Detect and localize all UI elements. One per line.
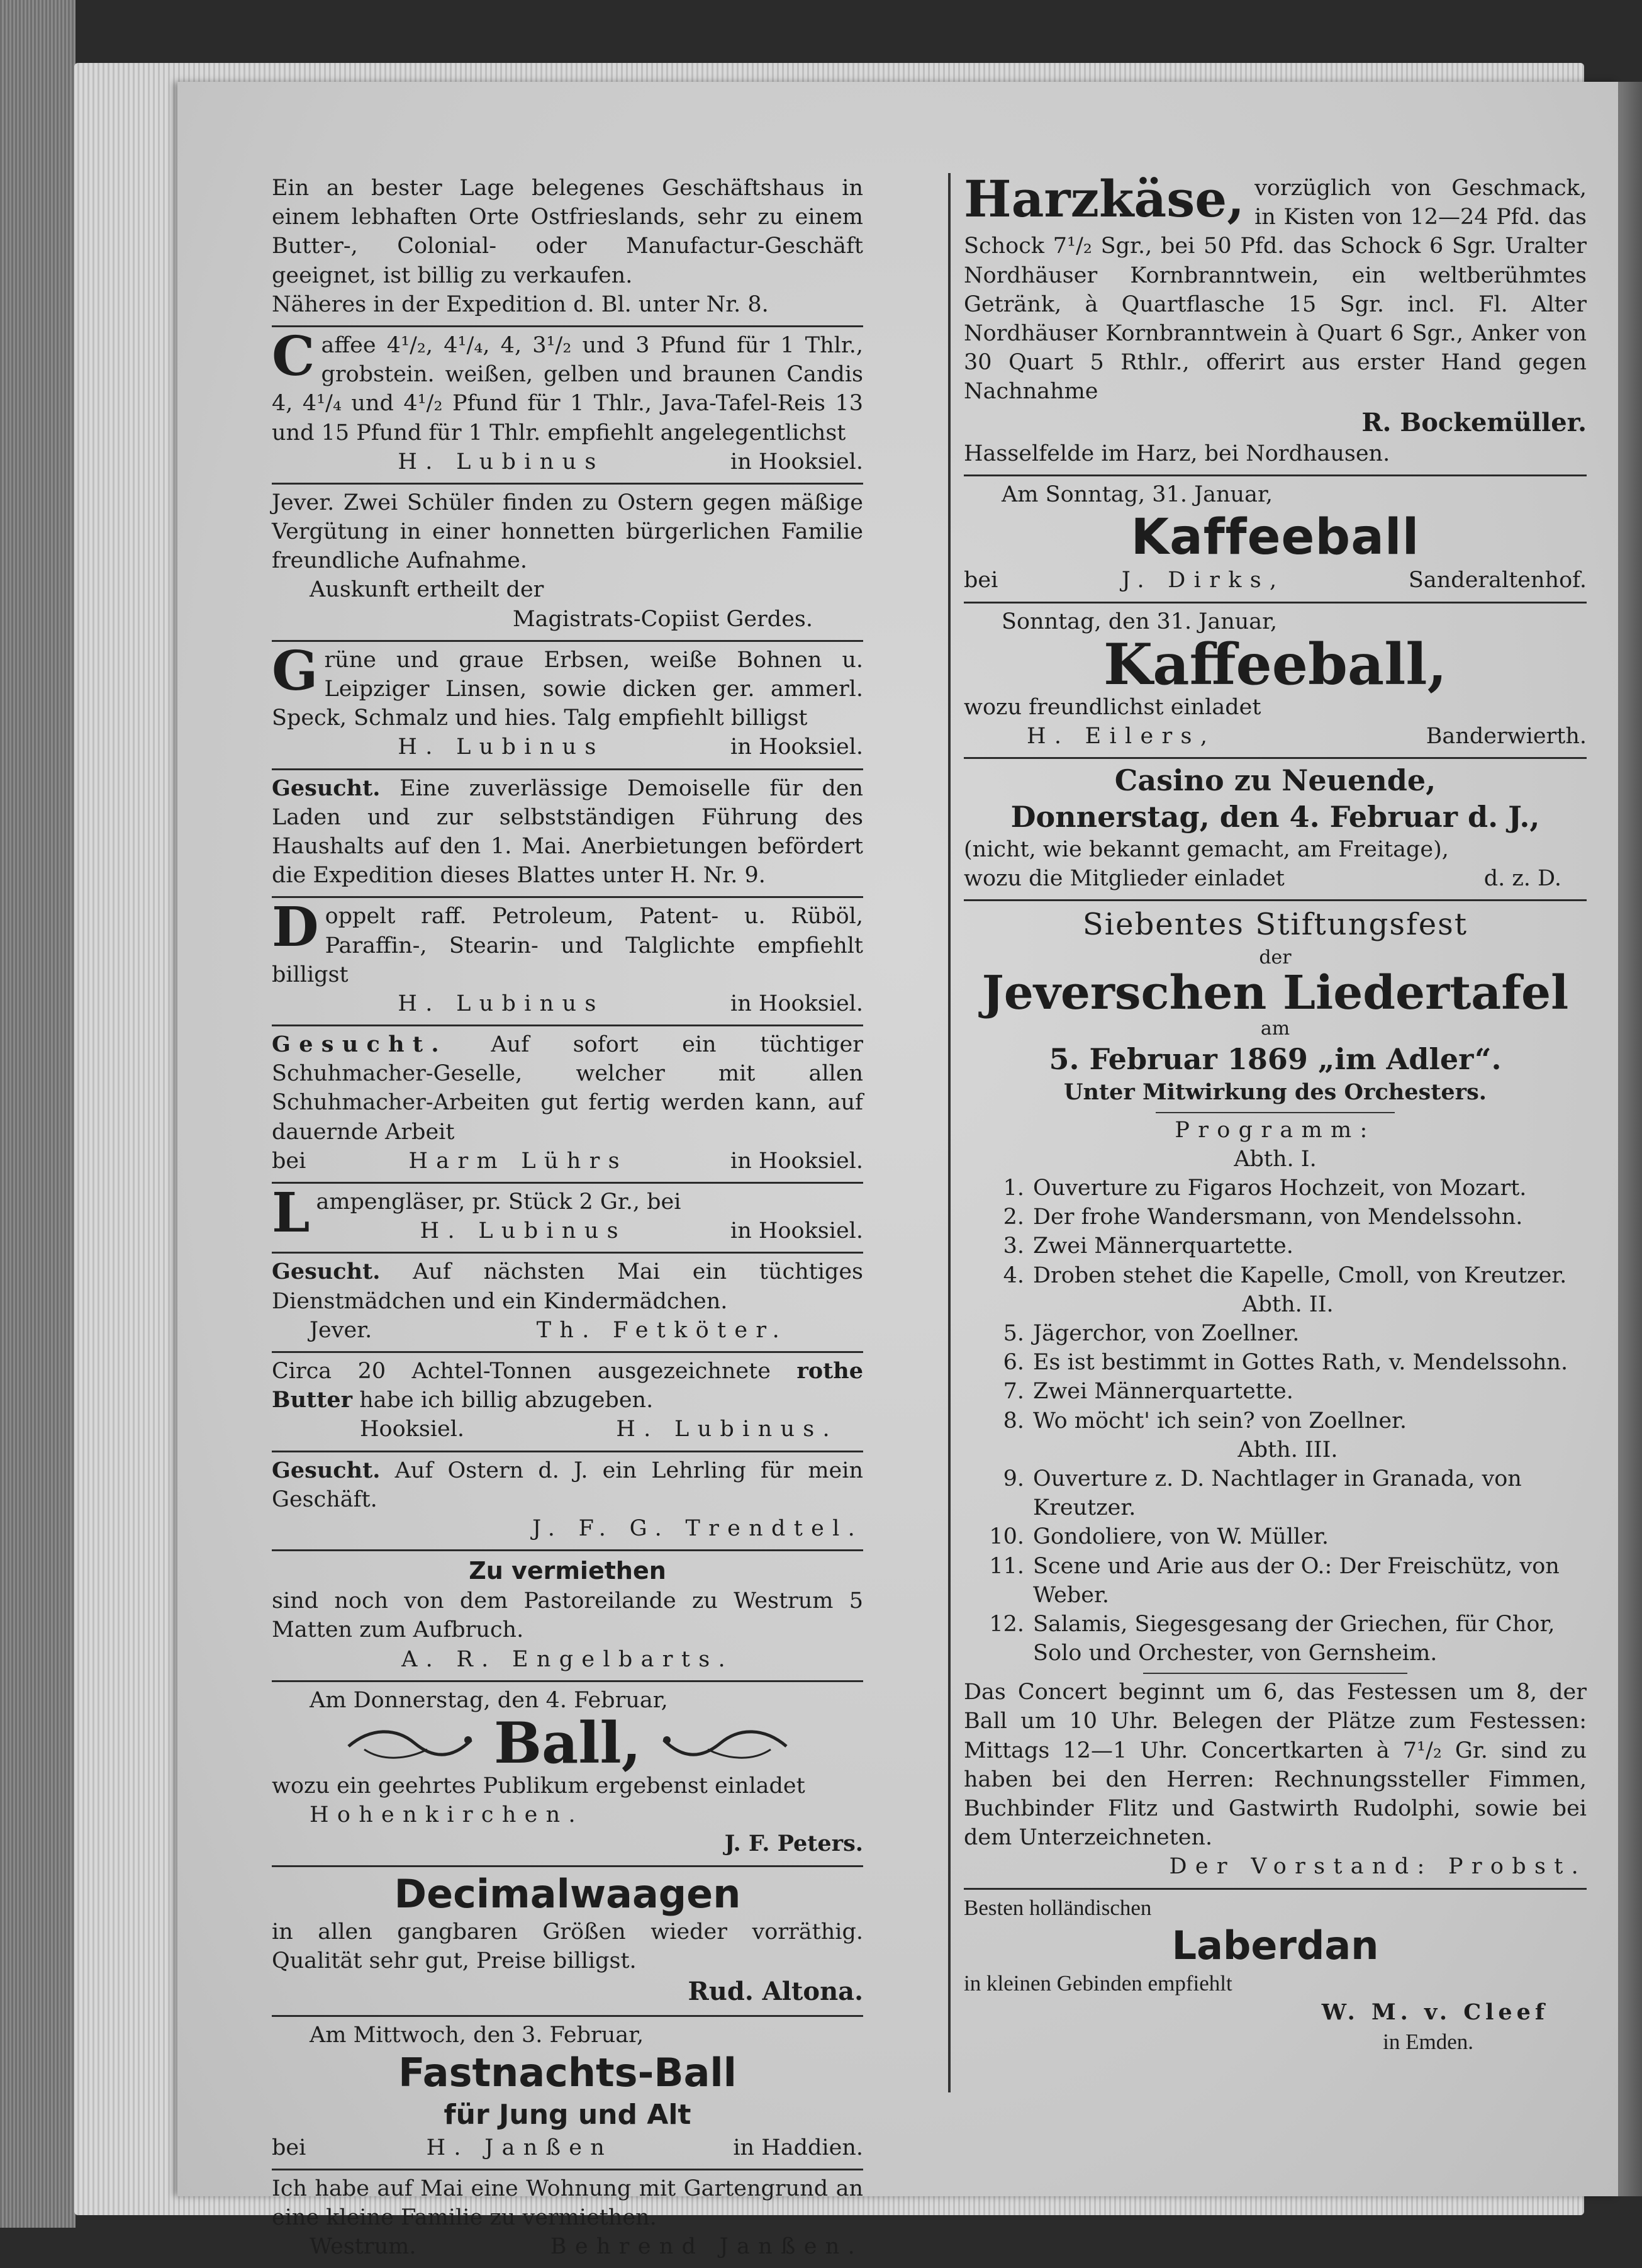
signature-name: W. M. v. Cleef xyxy=(1321,1999,1549,2026)
signature-name: J. F. G. Trendtel. xyxy=(532,1515,863,1541)
signature-place: in Hooksiel. xyxy=(730,1218,863,1244)
programm-item: 4. Droben stehet die Kapelle, Cmoll, von Kreutzer. xyxy=(1003,1262,1567,1288)
ad-signature xyxy=(272,605,863,634)
ad-demoiselle xyxy=(272,768,863,897)
ad-text: rüne und graue Erbsen, weiße Bohnen u. Leipziger Linsen, sowie dicken ger. ammerl. Speck, Schmalz und hies. Talg empfiehlt billigst xyxy=(272,647,863,731)
ad-signature xyxy=(272,1829,863,1858)
ad-text-2: Auskunft ertheilt der xyxy=(310,577,544,603)
flourish-left-icon xyxy=(345,1721,478,1765)
ad-subheadline: für Jung und Alt xyxy=(444,2098,691,2131)
abth-heading: Abth. III. xyxy=(1237,1437,1338,1462)
signature-name: H. Eilers, xyxy=(1027,723,1216,749)
ad-text: Ein an bester Lage belegenes Geschäftshaus in einem lebhaften Orte Ostfrieslands, sehr zu einem Butter-, Colonial- oder Manufactur-Geschäft geeignet, ist billig zu verkaufen. xyxy=(272,176,863,288)
ad-date: Sonntag, den 31. Januar, xyxy=(1002,609,1278,634)
signature-name: H. Lubinus xyxy=(398,991,605,1016)
ad-headline: Laberdan xyxy=(1171,1922,1379,1968)
ad-signature xyxy=(964,566,1587,595)
ad-dienstmaedchen xyxy=(272,1252,863,1351)
programm-list xyxy=(964,1174,1587,1668)
scan-edge xyxy=(0,0,75,2228)
ad-schueler xyxy=(272,483,863,640)
ad-text: affee 4¹/₂, 4¹/₄, 4, 3¹/₂ und 3 Pfund für 1 Thlr., grobstein. weißen, gelben und braunen Candis 4, 4¹/₄ und 4¹/₂ Pfund für 1 Thlr., Java-Tafel-Reis 13 und 15 Pfund für 1 Thlr. empfiehlt angelegentlichst xyxy=(272,332,863,446)
ad-text: Besten holländischen xyxy=(964,1895,1152,1920)
signature-place: Westrum. xyxy=(310,2234,416,2260)
ad-headline: Harzkäse, xyxy=(964,169,1245,228)
ad-text-2: in kleinen Gebinden empfiehlt xyxy=(964,1971,1232,1996)
drop-cap: L xyxy=(272,1181,310,1245)
ad-place: Hasselfelde im Harz, bei Nordhausen. xyxy=(964,441,1390,467)
ad-harzkaese xyxy=(964,170,1587,474)
event-am: am xyxy=(1260,1018,1290,1040)
ad-laberdan xyxy=(964,1888,1587,2063)
ad-headline: Ball, xyxy=(493,1709,642,1777)
ad-place: Hohenkirchen. xyxy=(310,1802,584,1828)
ad-signature xyxy=(272,2232,863,2261)
ad-text: vorzüglich von Geschmack, in Kisten von 12—24 Pfd. das Schock 7¹/₂ Sgr., bei 50 Pfd. das Schock 6 Sgr. Uralter Nordhäuser Kornbranntwein, ein weltberühmtes Getränk, à Quartflasche 15 Sgr. incl. Fl. Alter Nordhäuser Kornbranntwein à Quart 6 Sgr., Anker von 30 Quart 5 Rthlr., offerirt aus erster Hand gegen Nachnahme xyxy=(964,176,1587,405)
signature-pre: bei xyxy=(272,2135,306,2160)
drop-cap: G xyxy=(272,639,318,703)
signature-place: in Hooksiel. xyxy=(730,1148,863,1174)
ad-geschaeftshaus xyxy=(272,170,863,325)
event-footer: Das Concert beginnt um 6, das Festessen um 8, der Ball um 10 Uhr. Belegen der Plätze zum Festessen: Mittags 12—1 Uhr. Concertkarten à 7¹/₂ Gr. sind zu haben bei den Herren: Rechnungssteller Fimmen, Buchbinder Flitz und Gastwirth Rudolphi, sowie bei dem Unterzeichneten. xyxy=(964,1680,1587,1851)
ad-signature xyxy=(272,733,863,761)
left-column xyxy=(272,170,863,2260)
signature-name: R. Bockemüller. xyxy=(1361,407,1587,437)
signature-name: Harm Lührs xyxy=(408,1148,628,1174)
ad-wohnung xyxy=(272,2169,863,2268)
drop-cap: D xyxy=(272,895,319,960)
ad-signature xyxy=(272,989,863,1018)
signature-place: Jever. xyxy=(310,1317,372,1343)
ad-headline: Casino zu Neuende, xyxy=(1114,763,1436,798)
programm-item: 1. Ouverture zu Figaros Hochzeit, von Mozart. xyxy=(1003,1176,1527,1201)
signature-name: H. Lubinus xyxy=(398,734,605,760)
programm-item: 5. Jägerchor, von Zoellner. xyxy=(1003,1321,1300,1347)
ad-text: Auf nächsten Mai ein tüchtiges Dienstmädchen und ein Kindermädchen. xyxy=(272,1259,863,1314)
ad-place: in Emden. xyxy=(1383,2029,1473,2054)
drop-cap: C xyxy=(272,324,315,388)
event-headline: Jeverschen Liedertafel xyxy=(981,966,1569,1021)
event-der: der xyxy=(1259,946,1292,968)
ad-text: sind noch von dem Pastoreilande zu Westrum 5 Matten zum Aufbruch. xyxy=(272,1588,863,1643)
ad-signature xyxy=(316,1216,863,1245)
ad-signature xyxy=(964,1998,1587,2027)
newspaper-page xyxy=(177,82,1618,2260)
ad-headline: Decimalwaagen xyxy=(394,1870,741,1917)
event-date: 5. Februar 1869 „im Adler“. xyxy=(1049,1042,1502,1077)
ad-signature xyxy=(272,2133,863,2162)
ad-kaffeeball-eilers xyxy=(964,602,1587,758)
ad-petroleum xyxy=(272,896,863,1025)
ad-place-row xyxy=(964,2028,1587,2057)
ad-headline: Kaffeeball xyxy=(1131,508,1420,566)
signature-name: Der Vorstand: Probst. xyxy=(1169,1854,1587,1880)
ad-text: wozu ein geehrtes Publikum ergebenst einladet xyxy=(272,1773,805,1799)
ad-text: Auf Ostern d. J. ein Lehrling für mein Geschäft. xyxy=(272,1457,863,1512)
ad-signature xyxy=(964,864,1587,893)
ad-signature xyxy=(964,407,1587,440)
signature-place: in Hooksiel. xyxy=(730,734,863,760)
ad-kaffeeball-dirks xyxy=(964,474,1587,601)
divider xyxy=(1156,1112,1395,1113)
signature-name: Behrend Janßen. xyxy=(550,2234,863,2260)
programm-item: 6. Es ist bestimmt in Gottes Rath, v. Mendelssohn. xyxy=(1003,1350,1568,1376)
ad-signature xyxy=(964,1852,1587,1881)
ornament-row xyxy=(272,1709,863,1777)
programm-item: 9. Ouverture z. D. Nachtlager in Granada, von Kreutzer. xyxy=(1003,1466,1522,1521)
ad-date: Am Donnerstag, den 4. Februar, xyxy=(310,1687,668,1713)
ad-date: Donnerstag, den 4. Februar d. J., xyxy=(1010,799,1540,834)
programm-heading: Programm: xyxy=(1175,1117,1376,1143)
ad-signature xyxy=(272,1147,863,1176)
ad-highlight: rothe Butter xyxy=(272,1357,863,1413)
programm-item: 3. Zwei Männerquartette. xyxy=(1003,1233,1293,1259)
signature-name: H. Lubinus xyxy=(398,449,605,474)
signature-place: Sanderaltenhof. xyxy=(1408,568,1587,593)
signature-name: Magistrats-Copiist Gerdes. xyxy=(512,606,813,632)
ad-lampenglaeser xyxy=(272,1182,863,1252)
ad-erbsen xyxy=(272,640,863,768)
ad-fastnachtsball xyxy=(272,2015,863,2169)
programm-item: 12. Salamis, Siegesgesang der Griechen, für Chor, Solo und Orchester, von Gernsheim. xyxy=(989,1611,1555,1666)
event-subtitle: Unter Mitwirkung des Orchesters. xyxy=(1064,1079,1487,1105)
signature-name: A. R. Engelbarts. xyxy=(401,1646,734,1672)
programm-item: 10. Gondoliere, von W. Müller. xyxy=(989,1524,1329,1550)
signature-place: in Hooksiel. xyxy=(730,449,863,474)
ad-lead: Gesucht. xyxy=(272,1259,381,1285)
flourish-right-icon xyxy=(657,1721,790,1765)
signature-name: J. Dirks, xyxy=(1121,568,1285,593)
signature-name: H. Lubinus. xyxy=(616,1417,838,1442)
signature-place: in Haddien. xyxy=(733,2135,863,2160)
ad-headline: Fastnachts-Ball xyxy=(398,2050,737,2096)
signature-name: H. Lubinus xyxy=(420,1218,627,1244)
ad-casino xyxy=(964,757,1587,899)
ad-butter xyxy=(272,1351,863,1451)
ad-liedertafel xyxy=(964,899,1587,1887)
ad-date: Am Sonntag, 31. Januar, xyxy=(1002,482,1273,508)
ad-signature xyxy=(272,1514,863,1543)
ad-text: in allen gangbaren Größen wieder vorräthig. Qualität sehr gut, Preise billigst. xyxy=(272,1919,863,1974)
signature-name: d. z. D. xyxy=(1483,866,1561,892)
ad-text: Ich habe auf Mai eine Wohnung mit Gartengrund an eine kleine Familie zu vermiethen. xyxy=(272,2175,863,2231)
ad-signature xyxy=(964,722,1587,751)
ad-lead: Gesucht. xyxy=(272,775,381,801)
programm-item: 8. Wo möcht' ich sein? von Zoellner. xyxy=(1003,1408,1407,1434)
signature-name: Th. Fetköter. xyxy=(536,1317,788,1343)
right-column xyxy=(964,170,1587,2133)
ad-decimalwaagen xyxy=(272,1865,863,2016)
abth-heading: Abth. II. xyxy=(1242,1291,1334,1317)
divider xyxy=(1143,1673,1407,1674)
ad-text: Circa 20 Achtel-Tonnen ausgezeichnete xyxy=(272,1358,771,1384)
signature-pre: bei xyxy=(964,568,998,593)
ad-contact: Näheres in der Expedition d. Bl. unter Nr. 8. xyxy=(272,291,769,317)
programm-item: 7. Zwei Männerquartette. xyxy=(1003,1379,1293,1405)
ad-signature xyxy=(272,1975,863,2009)
ad-date: Am Mittwoch, den 3. Februar, xyxy=(310,2023,644,2048)
ad-schuhmacher xyxy=(272,1025,863,1182)
ad-lead: Gesucht. xyxy=(272,1031,447,1058)
signature-name: Rud. Altona. xyxy=(688,1977,863,2007)
ad-text: Eine zuverlässige Demoiselle für den Laden und zur selbstständigen Führung des Haushalts auf den 1. Mai. Anerbietungen befördert die Expedition dieses Blattes unter H. Nr. 9. xyxy=(272,775,863,889)
ad-signature xyxy=(272,1316,863,1345)
ad-ball xyxy=(272,1680,863,1865)
ad-text: wozu die Mitglieder einladet xyxy=(964,866,1285,892)
ad-signature xyxy=(272,1645,863,1674)
ad-lead: Gesucht. xyxy=(272,1457,381,1483)
programm-item: 2. Der frohe Wandersmann, von Mendelssohn. xyxy=(1003,1204,1523,1230)
event-title: Siebentes Stiftungsfest xyxy=(1082,907,1468,943)
signature-place: in Hooksiel. xyxy=(730,991,863,1016)
signature-place: Hooksiel. xyxy=(360,1417,465,1442)
column-rule xyxy=(948,173,951,2092)
ad-caffee xyxy=(272,325,863,483)
programm-item: 11. Scene und Arie aus der O.: Der Freischütz, von Weber. xyxy=(989,1553,1560,1608)
ad-headline: Kaffeeball, xyxy=(1103,631,1447,698)
signature-place: Banderwierth. xyxy=(1426,723,1587,749)
ad-text: Jever. Zwei Schüler finden zu Ostern gegen mäßige Vergütung in einer honnetten bürgerlichen Familie freundliche Aufnahme. xyxy=(272,490,863,574)
ad-text: ampengläser, pr. Stück 2 Gr., bei xyxy=(316,1189,681,1215)
signature-name: J. F. Peters. xyxy=(724,1831,863,1857)
signature-pre: bei xyxy=(272,1148,306,1174)
ad-signature xyxy=(272,447,863,476)
ad-text: wozu freundlichst einladet xyxy=(964,694,1261,720)
ad-lehrling xyxy=(272,1451,863,1550)
ad-note: (nicht, wie bekannt gemacht, am Freitage), xyxy=(964,837,1449,863)
signature-name: H. Janßen xyxy=(426,2135,613,2160)
ad-text-2: habe ich billig abzugeben. xyxy=(359,1388,654,1413)
ad-text: Auf sofort ein tüchtiger Schuhmacher-Geselle, welcher mit allen Schuhmacher-Arbeiten gut fertig werden kann, auf dauernde Arbeit xyxy=(272,1032,863,1145)
ad-headline: Zu vermiethen xyxy=(469,1557,666,1585)
ad-text: oppelt raff. Petroleum, Patent- u. Rüböl, Paraffin-, Stearin- und Talglichte empfiehlt billigst xyxy=(272,904,863,987)
ad-vermiethen xyxy=(272,1549,863,1680)
ad-signature xyxy=(272,1415,863,1444)
abth-heading: Abth. I. xyxy=(1234,1146,1317,1172)
